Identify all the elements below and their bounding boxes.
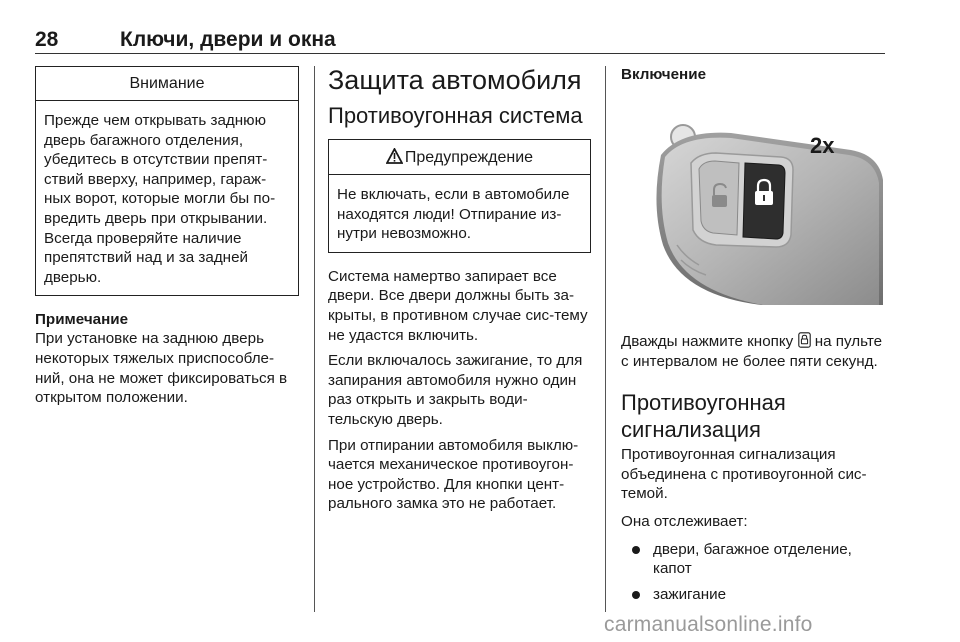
warning-box-title: Предупреждение [404, 149, 534, 166]
right-column [621, 66, 886, 610]
left-column [35, 66, 299, 408]
middle-column [328, 64, 591, 514]
alarm-text: Противоугонная сигнализация объединена с противоугонной сис-темой. [621, 446, 867, 503]
column-divider-2 [605, 66, 606, 612]
column-divider-1 [314, 66, 315, 612]
alarm-title: Противоугонная сигнализация [621, 390, 786, 443]
page-header [35, 28, 885, 52]
instruction-after: на пульте с интервалом не более пяти секунд. [621, 333, 883, 370]
watermark: carmanualsonline.info [604, 613, 813, 636]
chapter-title: Ключи, двери и окна [120, 28, 336, 51]
bullet-icon [632, 546, 640, 554]
warning-box-text: Не включать, если в автомобиле находятся люди! Отпирание из-нутри невозможно. [337, 186, 570, 243]
paragraph: Если включалось зажигание, то для запирания автомобиля нужно один раз открыть и закрыть води-тельскую дверь. [328, 352, 583, 428]
subsection-title: Противоугонная система [328, 103, 583, 128]
note-text: При установке на заднюю дверь некоторых тяжелых приспособле-ний, она не может фиксироваться в открытом положении. [35, 330, 288, 407]
activation-heading: Включение [621, 66, 707, 83]
paragraph: Система намертво запирает все двери. Все двери должны быть за-крыты, в противном случае сис-тему не удастся включить. [328, 267, 588, 344]
figure-label: 2x [810, 133, 835, 158]
list-item: зажигание [621, 585, 886, 605]
lock-key-icon [798, 332, 811, 348]
list-item: двери, багажное отделение, капот [621, 540, 886, 579]
instruction-text [621, 332, 886, 371]
section-title: Защита автомобиля [328, 65, 582, 95]
warning-box-header [329, 140, 590, 175]
page-number: 28 [35, 28, 59, 51]
key-fob-figure [621, 95, 886, 305]
middle-paragraphs [328, 267, 591, 514]
header-rule [35, 53, 885, 54]
attention-box-title: Внимание [36, 67, 298, 101]
bullet-icon [632, 591, 640, 599]
warning-triangle-icon [386, 148, 403, 164]
note-title: Примечание [35, 311, 129, 329]
monitored-items-list [621, 540, 886, 605]
monitors-intro: Она отслеживает: [621, 512, 748, 530]
instruction-before: Дважды нажмите кнопку [621, 333, 794, 350]
attention-box [35, 66, 299, 296]
warning-box [328, 139, 591, 253]
note [35, 310, 299, 407]
attention-box-text: Прежде чем открывать заднюю дверь багажного отделения, убедитесь в отсутствии препят-ствий вверху, например, гараж-ных ворот, которые могли бы по-вредить дверь при открывании. Всегда проверяйте наличие препятствий над и за задней дверью. [44, 112, 276, 286]
paragraph: При отпирании автомобиля выклю-чается механическое противоугон-ное устройство. Для кнопки цент-рального замка это не работает. [328, 436, 579, 513]
key-fob-illustration [621, 95, 886, 305]
